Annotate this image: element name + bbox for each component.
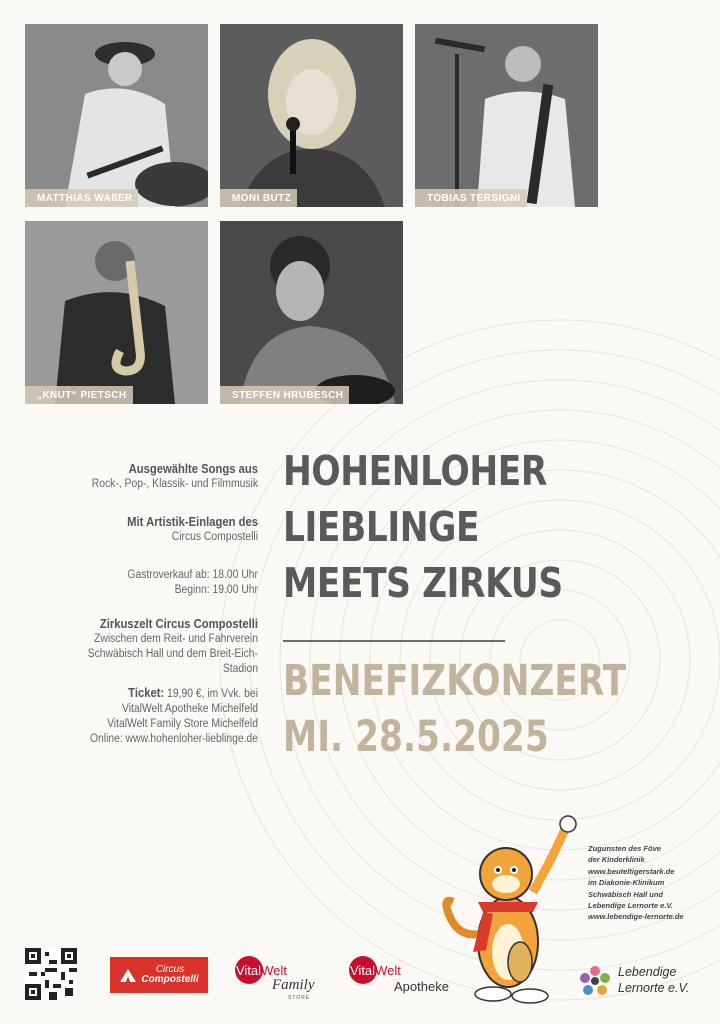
- beneficiary-line-5: Schwäbisch Hall und: [588, 889, 664, 899]
- apo-brand-welt: Welt: [375, 963, 401, 978]
- title-line-1: HOHENLOHER: [283, 447, 547, 495]
- beneficiary-line-7: www.lebendige-lernorte.de: [588, 912, 684, 922]
- family-sub: Family: [272, 977, 315, 993]
- singer-photo-icon: [220, 24, 403, 207]
- ticket-vendor-1: VitalWelt Apotheke Michelfeld: [122, 703, 258, 715]
- circus-tent-icon: [119, 967, 137, 983]
- ticket-vendor-2: VitalWelt Family Store Michelfeld: [107, 718, 259, 730]
- beneficiary-note: [588, 843, 684, 923]
- ticket-label: Ticket:: [128, 686, 165, 700]
- ticket-online[interactable]: Online: www.hohenloher-lieblinge.de: [89, 733, 258, 745]
- apo-sub: Apotheke: [394, 979, 449, 994]
- event-date: MI. 28.5.2025: [283, 712, 549, 762]
- venue-line-2: Schwäbisch Hall und dem Breit-Eich-Stadion: [87, 648, 258, 675]
- saxophonist-photo-icon: [25, 221, 208, 404]
- artist-name-1: MATTHIAS WAßER: [25, 189, 138, 207]
- artistik-text: Circus Compostelli: [171, 531, 258, 543]
- beneficiary-line-1: Zugunsten des Föve: [588, 844, 661, 853]
- lebendige-lernorte-logo: [578, 962, 708, 1002]
- event-type: BENEFIZKONZERT: [283, 656, 627, 706]
- artist-name-4: „KNUT“ PIETSCH: [25, 386, 133, 404]
- songs-heading: Ausgewählte Songs aus: [128, 462, 258, 476]
- title-line-3: MEETS ZIRKUS: [283, 559, 563, 607]
- ticket-block: [62, 686, 258, 747]
- beneficiary-line-6: Lebendige Lernorte e.V.: [588, 901, 673, 911]
- artist-photo-1: [25, 24, 208, 207]
- songs-block: [62, 462, 258, 492]
- ticket-price-line: [62, 686, 258, 702]
- family-brand-welt: Welt: [261, 963, 287, 978]
- qr-code-icon[interactable]: [25, 948, 77, 1000]
- venue-heading: Zirkuszelt Circus Compostelli: [99, 617, 258, 631]
- beneficiary-line-4: im Diakonie-Klinikum: [588, 878, 665, 888]
- beneficiary-line-3: www.beuteltigerstark.de: [588, 866, 675, 876]
- beneficiary-line-2: der Kinderklinik: [588, 855, 645, 865]
- circus-logo-line-1: Circus: [155, 964, 185, 975]
- lernorte-line-1: Lebendige: [618, 965, 677, 979]
- artist-photo-3: [415, 24, 598, 207]
- time-block: [62, 568, 258, 598]
- songs-text: Rock-, Pop-, Klassik- und Filmmusik: [91, 478, 258, 490]
- family-brand-vital: Vital: [236, 963, 262, 978]
- guitarist-photo-icon: [25, 24, 208, 207]
- artist-photo-5: [220, 221, 403, 404]
- artist-name-2: MONI BUTZ: [220, 189, 297, 207]
- circus-compostelli-logo: [110, 957, 208, 993]
- event-subtitle: [283, 653, 626, 765]
- artistik-block: [62, 515, 258, 545]
- gastro-time: Gastroverkauf ab: 18.00 Uhr: [127, 569, 258, 581]
- artist-name-5: STEFFEN HRUBESCH: [220, 386, 349, 404]
- vitalwelt-family-store-logo: [234, 955, 334, 1005]
- start-time: Beginn: 19.00 Uhr: [174, 584, 258, 596]
- event-title: [283, 443, 563, 611]
- venue-line-1: Zwischen dem Reit- und Fahrverein: [94, 633, 258, 645]
- artist-name-3: TOBIAS TERSIGNI: [415, 189, 527, 207]
- artistik-heading: Mit Artistik-Einlagen des: [127, 515, 259, 529]
- singer-guitar-photo-icon: [415, 24, 598, 207]
- ticket-price: 19,90 €, im Vvk. bei: [164, 688, 258, 700]
- title-line-2: LIEBLINGE: [283, 503, 480, 551]
- vitalwelt-apotheke-logo: [348, 955, 458, 1001]
- artist-photo-4: [25, 221, 208, 404]
- title-divider: [283, 640, 505, 642]
- circus-logo-line-2: Compostelli: [141, 974, 199, 985]
- lernorte-flower-icon: [578, 964, 612, 998]
- apo-brand-vital: Vital: [350, 963, 376, 978]
- artist-photo-2: [220, 24, 403, 207]
- lernorte-line-2: Lernorte e.V.: [618, 981, 690, 995]
- tiger-mascot-icon: [438, 812, 583, 1007]
- family-store: STORE: [288, 995, 311, 1001]
- guitarist-photo-icon: [220, 221, 403, 404]
- venue-block: [62, 617, 258, 677]
